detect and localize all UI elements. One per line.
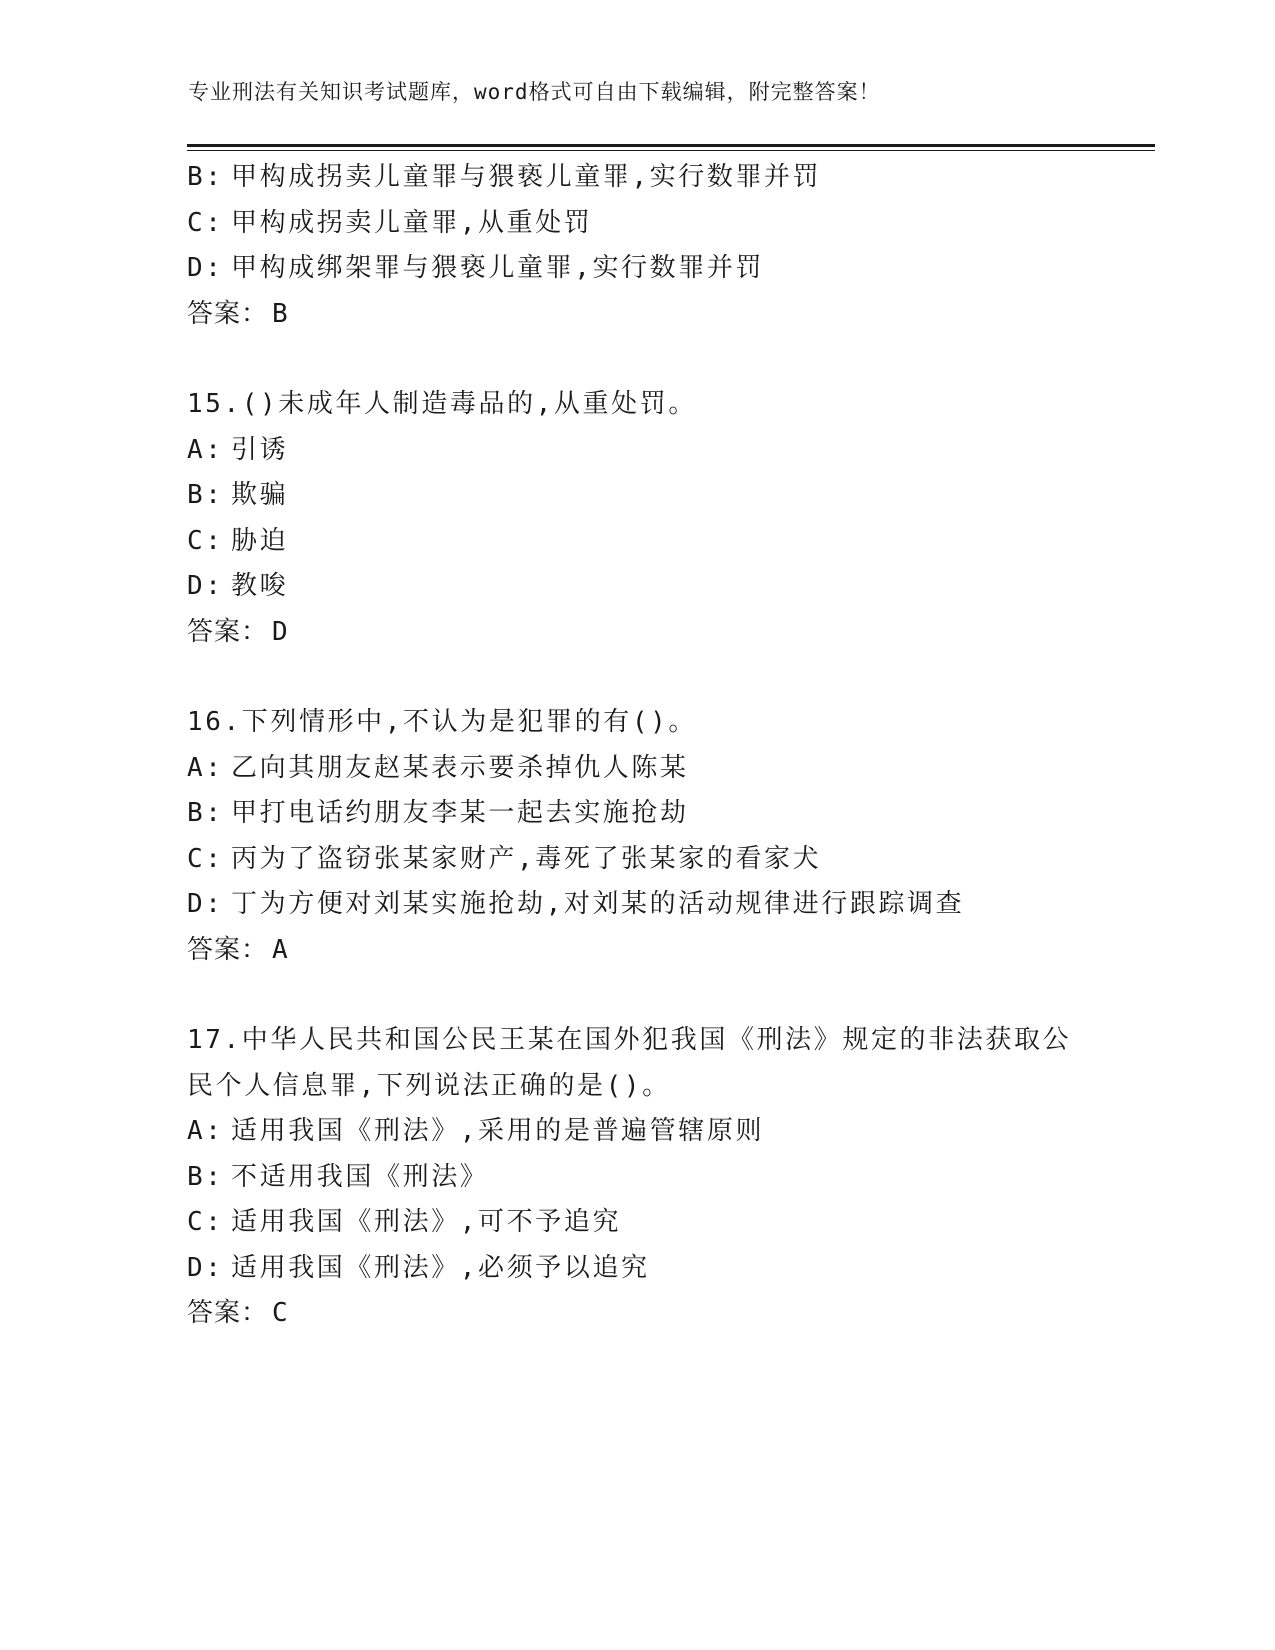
document-header: 专业刑法有关知识考试题库，word格式可自由下载编辑，附完整答案！ [188, 80, 881, 104]
option-text: 适用我国《刑法》,可不予追究 [231, 1207, 622, 1237]
option-letter: A: [187, 434, 224, 465]
answer-row [187, 1291, 1157, 1337]
header-rule-thick [187, 144, 1155, 147]
option-row [187, 155, 1157, 201]
option-text: 甲构成拐卖儿童罪,从重处罚 [231, 207, 593, 238]
answer-label: 答案： [187, 298, 269, 329]
question-15 [187, 382, 1157, 655]
question-stem-line-2: 民个人信息罪,下列说法正确的是()。 [187, 1070, 671, 1101]
option-row [187, 1155, 1157, 1201]
option-row [187, 1200, 1157, 1246]
option-text: 甲构成绑架罪与猥亵儿童罪,实行数罪并罚 [231, 253, 765, 283]
option-letter: C: [187, 207, 224, 238]
option-letter: B: [187, 480, 224, 510]
option-text: 适用我国《刑法》,必须予以追究 [231, 1252, 650, 1283]
option-letter: C: [187, 1207, 224, 1237]
option-text: 引诱 [231, 434, 289, 465]
option-row [187, 519, 1157, 565]
question-stem-line-1: 17.中华人民共和国公民王某在国外犯我国《刑法》规定的非法获取公 [187, 1025, 1072, 1055]
option-letter: D: [187, 1252, 224, 1283]
option-letter: A: [187, 752, 224, 783]
question-16 [187, 700, 1157, 973]
option-letter: D: [187, 253, 224, 283]
question-stem: 16.下列情形中,不认为是犯罪的有()。 [187, 707, 697, 737]
question-stem: 15.()未成年人制造毒品的,从重处罚。 [187, 389, 697, 419]
answer-label: 答案： [187, 1298, 269, 1328]
option-letter: A: [187, 1116, 224, 1146]
option-letter: C: [187, 525, 224, 556]
option-text: 丙为了盗窃张某家财产,毒死了张某家的看家犬 [231, 843, 822, 874]
option-letter: B: [187, 1161, 224, 1192]
option-row [187, 473, 1157, 519]
option-text: 欺骗 [231, 480, 289, 510]
answer-row [187, 610, 1157, 656]
option-letter: B: [187, 798, 224, 828]
answer-row [187, 292, 1157, 338]
question-14-continuation [187, 155, 1157, 337]
option-text: 甲打电话约朋友李某一起去实施抢劫 [231, 798, 689, 828]
option-text: 教唆 [231, 571, 289, 601]
header-rule-thin [187, 150, 1155, 151]
answer-value: C [272, 1298, 288, 1328]
question-content [187, 155, 1157, 1382]
answer-row [187, 928, 1157, 974]
answer-label: 答案： [187, 616, 269, 647]
option-row [187, 882, 1157, 928]
option-row [187, 837, 1157, 883]
option-text: 丁为方便对刘某实施抢劫,对刘某的活动规律进行跟踪调查 [231, 889, 965, 919]
answer-label: 答案： [187, 934, 269, 965]
option-row [187, 564, 1157, 610]
option-row [187, 246, 1157, 292]
option-row [187, 746, 1157, 792]
option-row [187, 201, 1157, 247]
answer-value: A [272, 934, 288, 965]
option-row [187, 428, 1157, 474]
option-text: 甲构成拐卖儿童罪与猥亵儿童罪,实行数罪并罚 [231, 162, 822, 192]
option-text: 胁迫 [231, 525, 289, 556]
option-letter: D: [187, 571, 224, 601]
question-17 [187, 1018, 1157, 1337]
answer-value: D [272, 616, 288, 647]
option-text: 乙向其朋友赵某表示要杀掉仇人陈某 [231, 752, 689, 783]
option-letter: B: [187, 162, 224, 192]
option-letter: D: [187, 889, 224, 919]
option-row [187, 1246, 1157, 1292]
option-row [187, 791, 1157, 837]
option-text: 不适用我国《刑法》 [231, 1161, 489, 1192]
option-text: 适用我国《刑法》,采用的是普遍管辖原则 [231, 1116, 765, 1146]
answer-value: B [272, 298, 288, 329]
option-row [187, 1109, 1157, 1155]
option-letter: C: [187, 843, 224, 874]
